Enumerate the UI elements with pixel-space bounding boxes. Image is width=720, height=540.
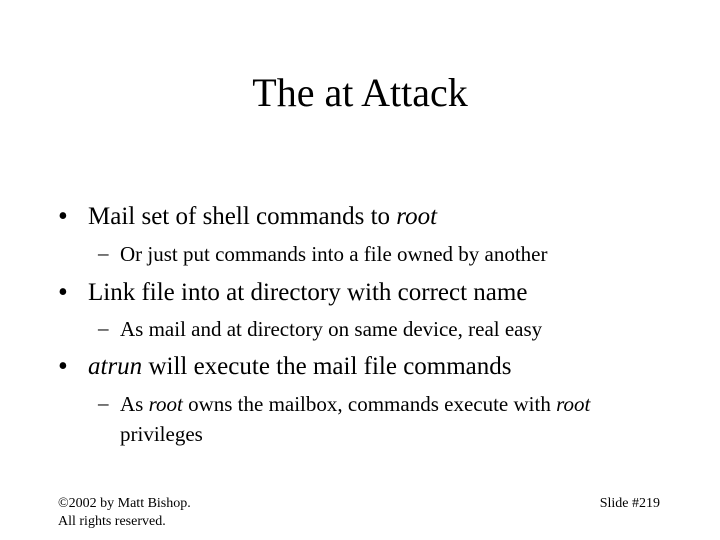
- bullet-1: [88, 202, 437, 232]
- dash-icon: –: [98, 391, 109, 415]
- bullet-2: [88, 278, 527, 308]
- bullet-icon: •: [58, 351, 68, 382]
- footer-copyright-line1: ©2002 by Matt Bishop.: [58, 496, 191, 511]
- sub-bullet-1-1: Or just put commands into a file owned by another: [120, 242, 548, 266]
- bullet-icon: •: [58, 201, 68, 232]
- bullet-3: [88, 352, 512, 382]
- sub-bullet-3-1-continuation: privileges: [120, 422, 203, 446]
- dash-icon: –: [98, 316, 109, 340]
- sub-bullet-3-1: As root owns the mailbox, commands execute with root: [120, 392, 591, 416]
- sub-bullet-3-1-emphasis-1: root: [148, 392, 183, 416]
- sub-bullet-2-1: As mail and at directory on same device, real easy: [120, 317, 543, 341]
- slide-title: The at Attack: [252, 70, 468, 115]
- bullet-1-emphasis: root: [396, 203, 438, 230]
- footer-copyright-line2: All rights reserved.: [58, 514, 166, 529]
- dash-icon: –: [98, 241, 109, 265]
- bullet-3-text: will execute the mail file commands: [142, 353, 512, 380]
- bullet-3-emphasis: atrun: [88, 353, 143, 380]
- bullet-icon: •: [58, 277, 68, 308]
- bullet-1-text: Mail set of shell commands to: [88, 203, 397, 230]
- footer-slide-number: Slide #219: [599, 496, 660, 511]
- bullet-2-text: Link file into at directory with correct name: [88, 279, 528, 306]
- sub-bullet-3-1-emphasis-2: root: [556, 392, 591, 416]
